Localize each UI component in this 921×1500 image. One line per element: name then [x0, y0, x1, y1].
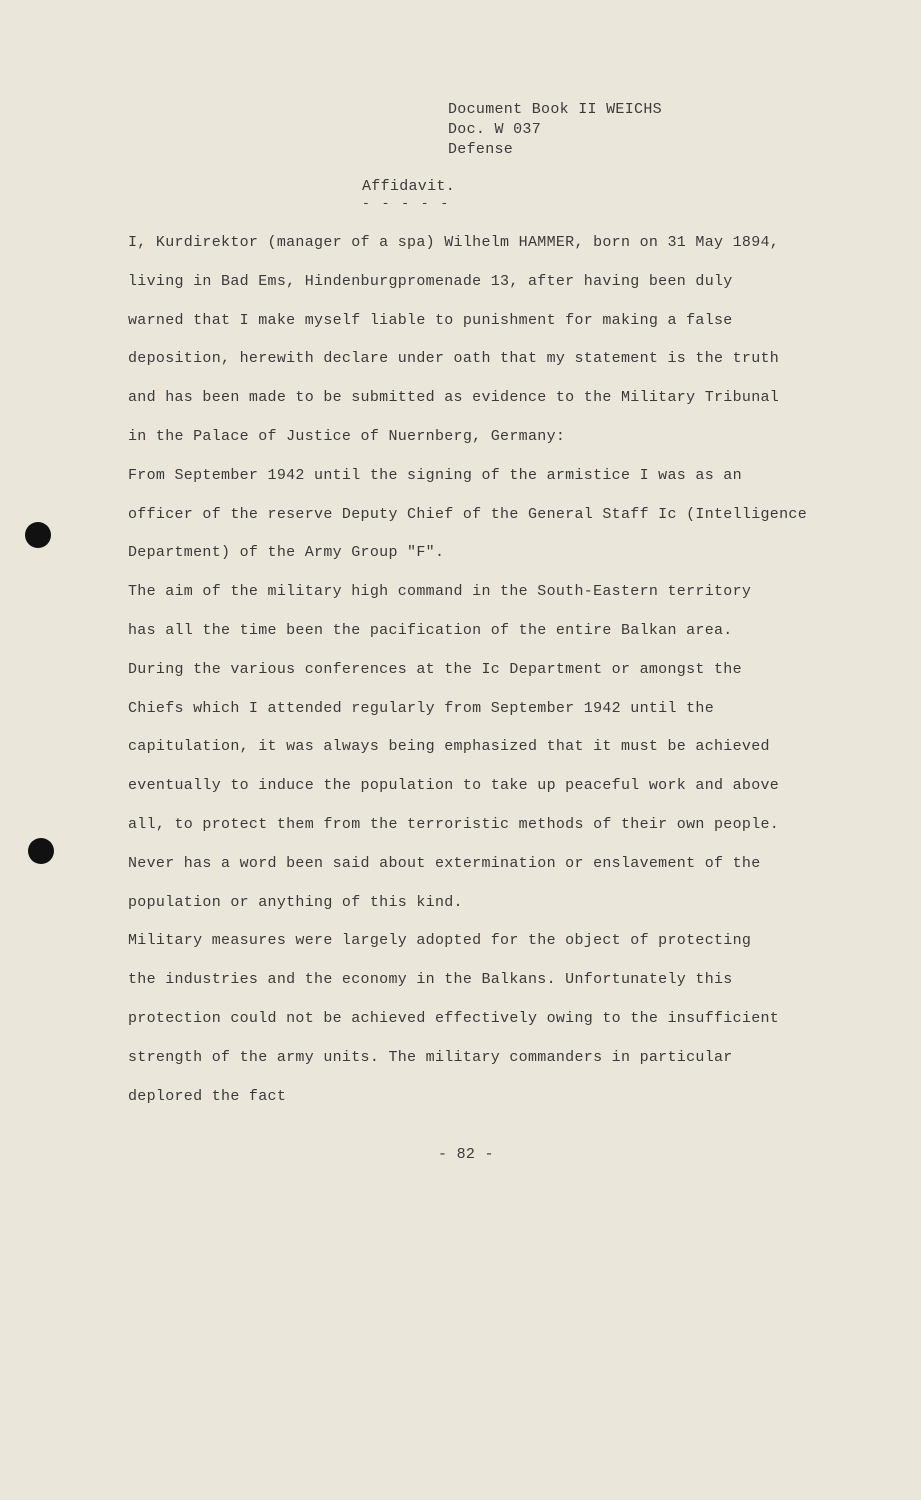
body-line: The aim of the military high command in the South-Eastern territory — [128, 583, 752, 601]
body-line: deposition, herewith declare under oath that my statement is the truth — [128, 350, 780, 368]
body-line: and has been made to be submitted as evidence to the Military Tribunal — [128, 389, 780, 407]
body-line: protection could not be achieved effectively owing to the insufficient — [128, 1009, 780, 1027]
body-line: has all the time been the pacification of the entire Balkan area. — [128, 621, 733, 639]
header-document-book: Document Book II WEICHS — [448, 101, 662, 118]
body-line: in the Palace of Justice of Nuernberg, Germany: — [128, 427, 566, 445]
punch-hole-bottom — [28, 838, 54, 864]
affidavit-body — [128, 232, 848, 1124]
punch-hole-top — [25, 522, 51, 548]
body-line: From September 1942 until the signing of the armistice I was as an — [128, 466, 742, 484]
body-line: officer of the reserve Deputy Chief of the General Staff Ic (Intelligence — [128, 505, 808, 523]
body-line: all, to protect them from the terroristic methods of their own people. — [128, 815, 780, 833]
body-line: warned that I make myself liable to punishment for making a false — [128, 311, 733, 329]
body-line: living in Bad Ems, Hindenburgpromenade 13, after having been duly — [128, 272, 733, 290]
page-number: - 82 - — [438, 1146, 494, 1163]
header-doc-number: Doc. W 037 — [448, 121, 542, 138]
document-header — [448, 100, 662, 160]
document-title: Affidavit. — [362, 178, 456, 195]
body-line: During the various conferences at the Ic Department or amongst the — [128, 660, 742, 678]
body-line: population or anything of this kind. — [128, 893, 463, 911]
body-line: Department) of the Army Group "F". — [128, 544, 445, 562]
title-underline: - - - - - — [362, 196, 451, 211]
body-line: Chiefs which I attended regularly from September 1942 until the — [128, 699, 714, 717]
body-line: strength of the army units. The military commanders in particular — [128, 1048, 733, 1066]
body-line: capitulation, it was always being emphasized that it must be achieved — [128, 738, 770, 756]
body-line: I, Kurdirektor (manager of a spa) Wilhelm HAMMER, born on 31 May 1894, — [128, 234, 780, 251]
body-line: the industries and the economy in the Balkans. Unfortunately this — [128, 971, 733, 989]
header-defense: Defense — [448, 141, 514, 158]
body-line: Never has a word been said about extermination or enslavement of the — [128, 854, 761, 872]
body-line: Military measures were largely adopted for the object of protecting — [128, 932, 752, 950]
body-line: deplored the fact — [128, 1087, 287, 1105]
body-line: eventually to induce the population to take up peaceful work and above — [128, 777, 780, 795]
